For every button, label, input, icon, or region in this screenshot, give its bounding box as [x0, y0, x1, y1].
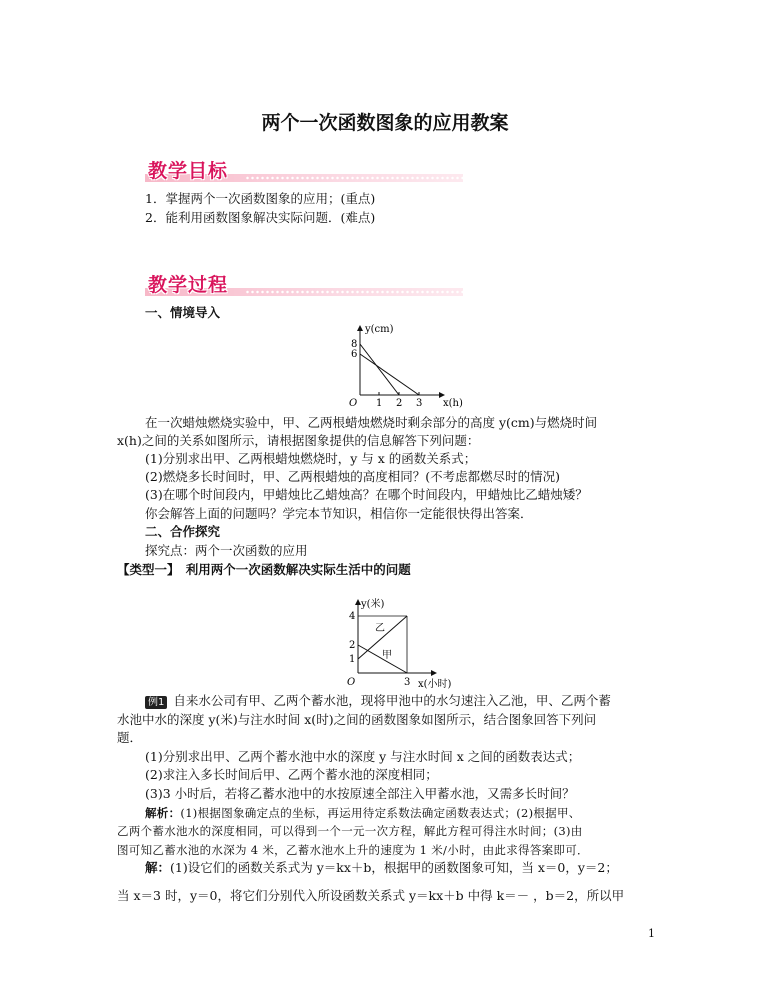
- intro-line: 你会解答上面的问题吗？学完本节知识，相信你一定能很快得出答案．: [145, 506, 533, 521]
- y-tick-label: 2: [349, 640, 356, 651]
- x-tick-label: 3: [416, 398, 423, 409]
- analysis-text: (1)根据图象确定点的坐标，再运用待定系数法确定函数表达式；(2)根据甲、: [180, 806, 581, 820]
- intro-line: (2)燃烧多长时间时，甲、乙两根蜡烛的高度相同？(不考虑都燃尽时的情况): [145, 469, 560, 484]
- x-tick-label: 1: [376, 398, 383, 409]
- solution-line: 当 x＝3 时，y＝0，将它们分别代入所设函数关系式 y＝kx＋b 中得 k＝－ ，b＝2，所以甲: [117, 888, 625, 903]
- origin-label: O: [349, 398, 358, 409]
- line-yi: [360, 354, 419, 395]
- section-header-process: [145, 272, 463, 296]
- section-header-dots: [245, 289, 463, 295]
- x-tick-label: 3: [404, 677, 411, 688]
- intro-line: (1)分别求出甲、乙两根蜡烛燃烧时，y 与 x 的函数关系式；: [145, 451, 477, 466]
- example-line: 题．: [117, 730, 143, 745]
- solution-text: (1)设它们的函数关系式为 y＝kx＋b，根据甲的函数图象可知，当 x＝0，y＝2；: [170, 860, 618, 875]
- analysis-line: 图可知乙蓄水池的水深为 4 米，乙蓄水池水上升的速度为 1 米/小时，由此求得答案即可．: [117, 843, 589, 857]
- intro-line: x(h)之间的关系如图所示，请根据图象提供的信息解答下列问题：: [117, 433, 480, 448]
- reservoir-graph: [338, 596, 452, 692]
- y-axis-label: y(米): [361, 599, 385, 610]
- solution-first-line: [145, 859, 618, 877]
- solution-label: 解：: [145, 860, 171, 875]
- y-tick-label: 1: [349, 654, 356, 665]
- goal-item-2: 2．能利用函数图象解决实际问题．(难点): [145, 210, 376, 225]
- y-axis-label: y(cm): [365, 324, 394, 335]
- x-axis-label: x(小时): [418, 679, 452, 690]
- y-tick-label: 6: [351, 349, 358, 360]
- y-tick-label: 4: [349, 611, 356, 622]
- example-line: (2)求注入多长时间后甲、乙两个蓄水池的深度相同；: [145, 767, 438, 782]
- analysis-line: 乙两个蓄水池水的深度相同，可以得到一个一元一次方程，解此方程可得注水时间；(3)由: [117, 824, 583, 838]
- y-tick-label: 8: [351, 339, 358, 350]
- x-tick-label: 2: [396, 398, 403, 409]
- section-header-goals: [145, 158, 463, 182]
- example-line: 水池中水的深度 y(米)与注水时间 x(时)之间的函数图象如图所示，结合图象回答下列问: [117, 712, 597, 727]
- section-header-label: 教学目标: [148, 160, 229, 182]
- example-tag: 例1: [145, 696, 167, 709]
- page-number: 1: [648, 927, 655, 940]
- example-first-line: [145, 692, 611, 710]
- goal-item-1: 1．掌握两个一次函数图象的应用；(重点): [145, 191, 376, 206]
- intro-heading: 一、情境导入: [145, 305, 221, 320]
- line-label-jia: 甲: [382, 650, 392, 661]
- explore-point: 探究点：两个一次函数的应用: [145, 543, 308, 558]
- analysis-first-line: [145, 804, 581, 822]
- page-title: 两个一次函数图象的应用教案: [261, 112, 509, 134]
- candle-graph: [340, 322, 470, 412]
- origin-label: O: [347, 677, 356, 688]
- example-line: (1)分别求出甲、乙两个蓄水池中水的深度 y 与注水时间 x 之间的函数表达式；: [145, 749, 581, 764]
- intro-line: (3)在哪个时间段内，甲蜡烛比乙蜡烛高？在哪个时间段内，甲蜡烛比乙蜡烛矮？: [145, 487, 588, 502]
- type-label: 【类型一】 利用两个一次函数解决实际生活中的问题: [117, 562, 411, 577]
- example-text: 自来水公司有甲、乙两个蓄水池，现将甲池中的水匀速注入乙池，甲、乙两个蓄: [173, 693, 611, 708]
- intro-line: 在一次蜡烛燃烧实验中，甲、乙两根蜡烛燃烧时剩余部分的高度 y(cm)与燃烧时间: [145, 415, 598, 430]
- example-line: (3)3 小时后，若将乙蓄水池中的水按原速全部注入甲蓄水池，又需多长时间？: [145, 786, 575, 801]
- section-header-dots: [245, 175, 463, 181]
- x-axis-label: x(h): [443, 398, 463, 409]
- explore-heading: 二、合作探究: [145, 524, 221, 539]
- section-header-label: 教学过程: [148, 274, 229, 296]
- line-jia: [360, 344, 399, 395]
- analysis-label: 解析：: [145, 806, 181, 820]
- line-label-yi: 乙: [375, 623, 385, 634]
